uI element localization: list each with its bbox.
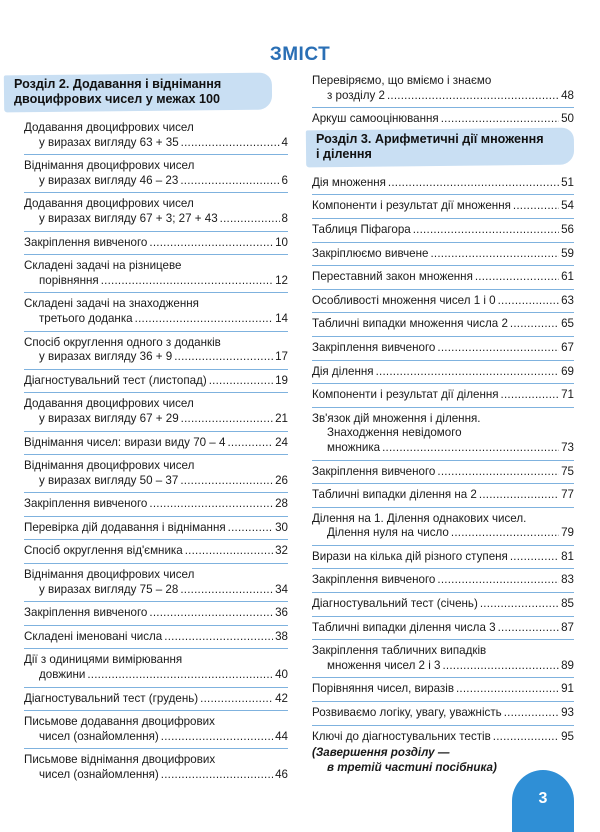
toc-entry-text: Спосіб округлення від'ємника — [24, 544, 183, 558]
toc-page-number: 73 — [561, 440, 574, 454]
dot-leader — [501, 388, 560, 403]
toc-page-number: 6 — [281, 173, 288, 187]
toc-page-number: 19 — [275, 373, 288, 387]
note-line: в третій частині посібника) — [327, 760, 497, 774]
toc-page-number: 95 — [561, 729, 574, 743]
toc-entry-text: Закріплення вивченого — [24, 606, 148, 620]
dot-leader — [174, 350, 273, 365]
toc-entry[interactable] — [24, 297, 288, 331]
toc-entry[interactable] — [24, 630, 288, 650]
dot-leader — [161, 730, 273, 745]
toc-entry-text: Табличні випадки ділення на 2 — [312, 488, 477, 502]
toc-entry[interactable] — [312, 621, 574, 641]
toc-entry-text: Складені іменовані числа — [24, 629, 163, 643]
toc-entry-text: Аркуш самооцінювання — [312, 112, 439, 126]
toc-list-right-top — [312, 74, 574, 127]
toc-entry-text: Додавання двоцифрових чисел — [24, 121, 194, 134]
toc-page-number: 69 — [561, 364, 574, 378]
toc-page-number: 81 — [561, 549, 574, 563]
toc-page-number: 65 — [561, 317, 574, 331]
toc-entry-text: чисел (ознайомлення) — [39, 729, 159, 743]
toc-entry[interactable] — [312, 550, 574, 570]
toc-entry[interactable] — [24, 715, 288, 749]
toc-entry[interactable] — [24, 521, 288, 541]
toc-entry[interactable] — [312, 412, 574, 461]
toc-page-number: 40 — [275, 668, 288, 682]
toc-entry[interactable] — [312, 512, 574, 546]
toc-entry-text: Знаходження невідомого — [327, 426, 462, 440]
toc-page-number: 21 — [275, 411, 288, 425]
toc-entry-text: множника — [327, 440, 381, 454]
dot-leader — [498, 621, 560, 636]
section-heading-line: Розділ 3. Арифметичні дії множення — [316, 131, 544, 146]
toc-entry[interactable] — [24, 653, 288, 687]
toc-entry[interactable] — [24, 436, 288, 456]
toc-entry-text: Перевіряємо, що вміємо і знаємо — [312, 74, 492, 87]
dot-leader — [504, 706, 559, 721]
toc-entry-text: Закріплення вивченого — [312, 340, 436, 354]
toc-left-column — [14, 74, 288, 783]
toc-entry[interactable] — [312, 341, 574, 361]
toc-entry[interactable] — [312, 388, 574, 408]
toc-entry[interactable] — [24, 259, 288, 293]
dot-leader — [498, 294, 559, 309]
toc-entry[interactable] — [24, 236, 288, 256]
toc-entry[interactable] — [24, 159, 288, 193]
toc-entry-text: Діагностувальний тест (грудень) — [24, 691, 199, 705]
dot-leader — [456, 682, 559, 697]
toc-entry[interactable] — [24, 459, 288, 493]
toc-page-number: 4 — [281, 135, 288, 149]
toc-entry-text: чисел (ознайомлення) — [39, 768, 159, 781]
toc-entry[interactable] — [312, 706, 574, 726]
toc-entry-text: Компоненти і результат дії ділення — [312, 388, 499, 402]
toc-entry-text: Дія ділення — [312, 364, 374, 378]
toc-page-number: 63 — [561, 293, 574, 307]
toc-page-number: 24 — [275, 435, 288, 449]
dot-leader — [437, 573, 559, 588]
toc-page-number: 93 — [561, 706, 574, 720]
toc-entry-text: Діагностувальний тест (січень) — [312, 597, 478, 611]
toc-entry-text: Віднімання двоцифрових чисел — [24, 568, 195, 582]
dot-leader — [164, 630, 273, 645]
toc-entry[interactable] — [312, 247, 574, 267]
toc-page-number: 12 — [275, 273, 288, 287]
toc-entry-text: Дія множення — [312, 175, 386, 189]
toc-page-number: 83 — [561, 573, 574, 587]
toc-page-number: 50 — [561, 112, 574, 126]
dot-leader — [200, 692, 273, 707]
toc-page-number: 79 — [561, 526, 574, 540]
toc-entry-text: Перевірка дій додавання і віднімання — [24, 520, 226, 534]
toc-right-column — [312, 74, 574, 775]
toc-entry-text: Таблиця Піфагора — [312, 222, 411, 236]
toc-entry-text: Розвиваємо логіку, увагу, уважність — [312, 706, 502, 720]
dot-leader — [376, 365, 560, 380]
dot-leader — [180, 583, 273, 598]
toc-page-number: 77 — [561, 488, 574, 502]
toc-entry-text: Дії з одиницями вимірювання — [24, 653, 183, 667]
toc-entry[interactable] — [24, 568, 288, 602]
note-line: (Завершення розділу — — [312, 746, 450, 760]
toc-entry[interactable] — [312, 465, 574, 485]
toc-entry[interactable] — [24, 336, 288, 370]
toc-page-number: 51 — [561, 175, 574, 189]
toc-page-number: 17 — [275, 350, 288, 364]
toc-entry-text: третього доданка — [39, 311, 133, 325]
dot-leader — [388, 176, 559, 191]
toc-entry[interactable] — [24, 544, 288, 564]
dot-leader — [227, 436, 273, 451]
toc-entry-text: порівняння — [39, 273, 99, 287]
toc-page-number: 46 — [275, 768, 288, 781]
section-heading-3 — [306, 129, 574, 166]
toc-entry-text: Закріплення вивченого — [312, 464, 436, 478]
toc-entry[interactable] — [312, 573, 574, 593]
toc-entry-text: у виразах вигляду 36 + 9 — [39, 350, 173, 364]
toc-entry[interactable] — [24, 753, 288, 782]
toc-entry[interactable] — [312, 74, 574, 108]
dot-leader — [149, 497, 273, 512]
toc-entry[interactable] — [312, 644, 574, 678]
toc-page-number: 89 — [561, 658, 574, 672]
toc-entry[interactable] — [312, 317, 574, 337]
toc-entry-text: Письмове додавання двоцифрових — [24, 715, 215, 729]
toc-page-number: 30 — [275, 520, 288, 534]
toc-entry-text: Віднімання чисел: вирази виду 70 – 4 — [24, 435, 226, 449]
dot-leader — [430, 247, 559, 262]
toc-page-number: 10 — [275, 235, 288, 249]
toc-page-number: 34 — [275, 582, 288, 596]
toc-entry-text: Порівняння чисел, виразів — [312, 682, 454, 696]
toc-page-number: 14 — [275, 311, 288, 325]
dot-leader — [493, 730, 559, 745]
toc-entry-text: у виразах вигляду 67 + 29 — [39, 411, 179, 425]
toc-page-number: 44 — [275, 729, 288, 743]
toc-entry-text: Компоненти і результат дії множення — [312, 199, 511, 213]
dot-leader — [180, 174, 279, 189]
toc-page-number: 48 — [561, 88, 574, 102]
toc-entry-text: Діагностувальний тест (листопад) — [24, 373, 207, 387]
toc-entry-text: Закріплення вивченого — [24, 497, 148, 511]
toc-entry-text: Табличні випадки множення числа 2 — [312, 317, 508, 331]
toc-entry-text: у виразах вигляду 50 – 37 — [39, 473, 179, 487]
toc-entry[interactable] — [312, 223, 574, 243]
page-title: ЗМІСТ — [269, 44, 331, 65]
toc-page-number: 54 — [561, 199, 574, 213]
section-heading-2 — [4, 74, 272, 111]
toc-entry-text: Спосіб округлення одного з доданків — [24, 335, 221, 349]
toc-page-number: 42 — [275, 691, 288, 705]
toc-page-number: 61 — [561, 270, 574, 284]
toc-page-number: 71 — [561, 388, 574, 402]
toc-entry[interactable] — [312, 294, 574, 314]
toc-entry-text: Письмове віднімання двоцифрових — [24, 753, 216, 767]
dot-leader — [510, 317, 559, 332]
toc-entry-text: у виразах вигляду 67 + 3; 27 + 43 — [39, 211, 218, 225]
toc-entry[interactable] — [312, 270, 574, 290]
dot-leader — [228, 521, 273, 536]
toc-entry-text: у виразах вигляду 63 + 35 — [39, 135, 179, 149]
toc-entry-text: Складені задачі на різницеве — [24, 259, 182, 273]
dot-leader — [442, 659, 559, 674]
dot-leader — [382, 441, 559, 456]
dot-leader — [437, 465, 559, 480]
dot-leader — [149, 606, 273, 621]
toc-page-number: 32 — [275, 544, 288, 558]
toc-entry-text: Закріплюємо вивчене — [312, 246, 429, 260]
toc-entry[interactable] — [312, 730, 574, 745]
dot-leader — [475, 270, 559, 285]
toc-page-number: 91 — [561, 682, 574, 696]
toc-entry[interactable] — [312, 682, 574, 702]
toc-entry-text: Закріплення вивченого — [312, 573, 436, 587]
section-heading-line: і ділення — [316, 146, 372, 161]
toc-entry-text: Закріплення табличних випадків — [312, 644, 487, 658]
toc-page-number: 75 — [561, 464, 574, 478]
toc-page-number: 87 — [561, 620, 574, 634]
toc-entry[interactable] — [24, 374, 288, 394]
toc-entry-text: Переставний закон множення — [312, 270, 473, 284]
dot-leader — [441, 112, 559, 127]
toc-entry-text: Віднімання двоцифрових чисел — [24, 459, 195, 473]
dot-leader — [387, 89, 559, 104]
dot-leader — [180, 474, 273, 489]
dot-leader — [101, 274, 273, 289]
toc-entry-text: Складені задачі на знаходження — [24, 297, 199, 311]
dot-leader — [181, 412, 273, 427]
toc-page-number: 67 — [561, 340, 574, 354]
toc-page-number: 85 — [561, 597, 574, 611]
toc-list-left — [24, 121, 288, 783]
toc-entry-text: Ключі до діагностувальних тестів — [312, 729, 491, 743]
toc-entry[interactable] — [312, 199, 574, 219]
toc-entry-text: множення чисел 2 і 3 — [327, 658, 441, 672]
toc-page-number: 8 — [281, 211, 288, 225]
toc-page-number: 59 — [561, 246, 574, 260]
toc-entry-text: Особливості множення чисел 1 і 0 — [312, 293, 496, 307]
dot-leader — [479, 488, 559, 503]
toc-entry-text: Закріплення вивченого — [24, 235, 148, 249]
dot-leader — [413, 223, 559, 238]
toc-entry-text: з розділу 2 — [327, 88, 385, 102]
dot-leader — [437, 341, 559, 356]
page-number: 3 — [538, 790, 548, 807]
dot-leader — [135, 312, 273, 327]
toc-entry-text: Додавання двоцифрових чисел — [24, 197, 194, 211]
toc-entry[interactable] — [24, 121, 288, 155]
dot-leader — [185, 544, 273, 559]
toc-entry[interactable] — [24, 397, 288, 431]
toc-page-number: 38 — [275, 629, 288, 643]
dot-leader — [209, 374, 273, 389]
dot-leader — [181, 136, 280, 151]
toc-entry-text: Додавання двоцифрових чисел — [24, 397, 194, 411]
toc-entry-text: Ділення на 1. Ділення однакових чисел. — [312, 511, 527, 525]
toc-page-number: 26 — [275, 473, 288, 487]
toc-entry-text: довжини — [39, 668, 86, 682]
toc-entry[interactable] — [24, 692, 288, 712]
toc-entry[interactable] — [312, 597, 574, 617]
toc-entry-text: Ділення нуля на число — [327, 526, 449, 540]
toc-list-right — [312, 176, 574, 744]
dot-leader — [513, 199, 559, 214]
dot-leader — [220, 212, 280, 227]
toc-page-number: 36 — [275, 606, 288, 620]
section-heading-line: Розділ 2. Додавання і віднімання — [14, 77, 222, 91]
toc-entry-text: Табличні випадки ділення числа 3 — [312, 620, 496, 634]
toc-entry-text: Зв'язок дій множення і ділення. — [312, 411, 481, 425]
toc-entry[interactable] — [312, 365, 574, 385]
dot-leader — [480, 597, 559, 612]
toc-entry-text: у виразах вигляду 46 – 23 — [39, 173, 179, 187]
toc-entry[interactable] — [312, 112, 574, 127]
toc-entry[interactable] — [24, 197, 288, 231]
section-heading-line: двоцифрових чисел у межах 100 — [14, 92, 220, 106]
toc-entry-text: Віднімання двоцифрових чисел — [24, 159, 195, 173]
toc-entry[interactable] — [312, 488, 574, 508]
toc-entry[interactable] — [24, 606, 288, 626]
toc-entry-text: Вирази на кілька дій різного ступеня — [312, 549, 508, 563]
dot-leader — [451, 526, 559, 541]
toc-page-number: 56 — [561, 222, 574, 236]
toc-entry[interactable] — [24, 497, 288, 517]
toc-entry[interactable] — [312, 176, 574, 196]
dot-leader — [510, 550, 559, 565]
dot-leader — [149, 236, 273, 251]
toc-entry-text: у виразах вигляду 75 – 28 — [39, 582, 179, 596]
dot-leader — [87, 668, 273, 683]
dot-leader — [161, 768, 273, 783]
toc-page-number: 28 — [275, 497, 288, 511]
